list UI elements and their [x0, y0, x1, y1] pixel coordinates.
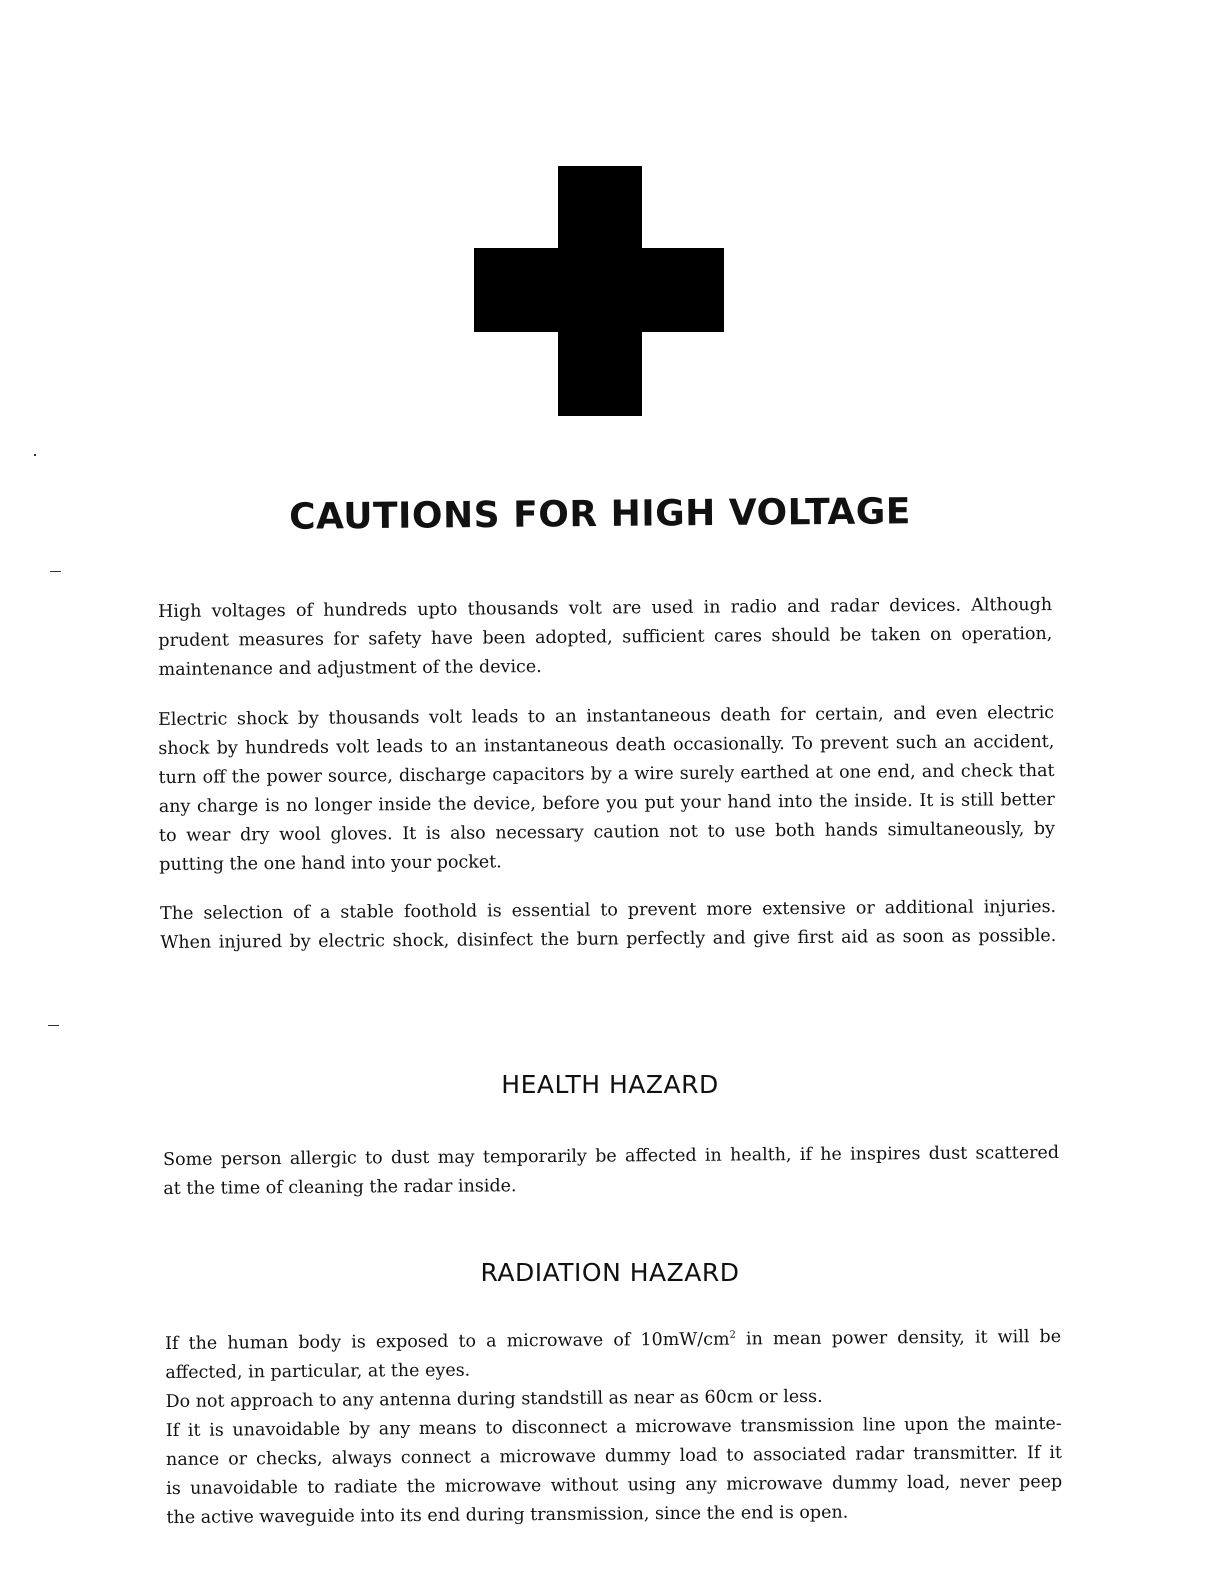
text-line: When injured by electric shock, disinfect the burn perfectly and give first aid as soon as possible.	[160, 925, 1057, 953]
high-voltage-paragraph-2	[158, 699, 1055, 880]
text-line: affected, in particular, at the eyes.	[165, 1360, 471, 1383]
text-line: High voltages of hundreds upto thousands volt are used in radio and radar devices. Although	[158, 594, 1053, 622]
radiation-hazard-heading: RADIATION HAZARD	[480, 1258, 740, 1287]
text-segment: If the human body is exposed to a microwave of 10mW/cm	[165, 1329, 730, 1354]
text-line: putting the one hand into your pocket.	[159, 852, 502, 875]
margin-mark	[48, 1025, 59, 1026]
text-line: If it is unavoidable by any means to disconnect a microwave transmission line upon the mainte-	[165, 1413, 1062, 1441]
cross-horizontal-bar	[474, 248, 724, 332]
text-line: the active waveguide into its end during transmission, since the end is open.	[166, 1502, 849, 1528]
page-title: CAUTIONS FOR HIGH VOLTAGE	[288, 491, 912, 538]
text-line: turn off the power source, discharge capacitors by a wire surely earthed at one end, and check that	[158, 760, 1055, 788]
high-voltage-paragraph-1	[158, 591, 1053, 685]
health-hazard-paragraph	[163, 1139, 1059, 1204]
scan-speck	[34, 454, 36, 456]
text-line: prudent measures for safety have been adopted, sufficient cares should be taken on operation,	[158, 623, 1053, 651]
text-line: shock by hundreds volt leads to an instantaneous death occasionally. To prevent such an accident,	[158, 731, 1055, 759]
superscript: 2	[729, 1329, 736, 1341]
text-line: nance or checks, always connect a microwave dummy load to associated radar transmitter. If it	[165, 1442, 1063, 1470]
text-line: Electric shock by thousands volt leads to an instantaneous death for certain, and even electric	[158, 702, 1055, 730]
text-line: Some person allergic to dust may temporarily be affected in health, if he inspires dust scattered	[163, 1142, 1060, 1170]
high-voltage-paragraph-3	[160, 893, 1056, 958]
text-line: maintenance and adjustment of the device.	[158, 656, 542, 680]
margin-mark	[50, 571, 61, 572]
radiation-hazard-paragraph	[165, 1323, 1063, 1533]
text-line: to wear dry wool gloves. It is also necessary caution not to use both hands simultaneously, by	[158, 818, 1056, 846]
text-line: Do not approach to any antenna during standstill as near as 60cm or less.	[165, 1386, 823, 1412]
health-hazard-heading: HEALTH HAZARD	[501, 1070, 719, 1099]
text-line: is unavoidable to radiate the microwave without using any microwave dummy load, never peep	[166, 1471, 1063, 1499]
text-line: The selection of a stable foothold is essential to prevent more extensive or additional injuries.	[160, 896, 1057, 924]
text-line: at the time of cleaning the radar inside.	[163, 1176, 517, 1199]
text-line: any charge is no longer inside the device, before you put your hand into the inside. It is still better	[158, 789, 1055, 817]
text-segment: in mean power density, it will be	[735, 1326, 1062, 1350]
cross-symbol-icon	[474, 166, 724, 416]
